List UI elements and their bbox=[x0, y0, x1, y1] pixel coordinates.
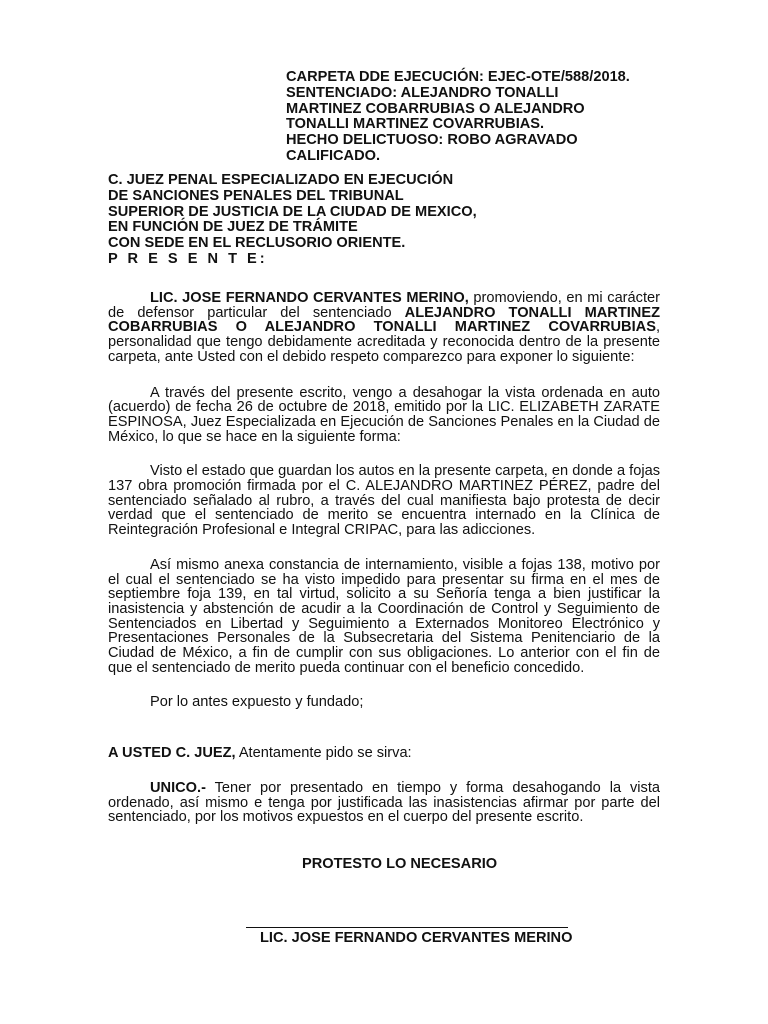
paragraph-estado-autos: Visto el estado que guardan los autos en la presente carpeta, en donde a fojas 137 obra promoción firmada por el C. ALEJANDRO MARTINEZ PÉREZ, padre del sentenciado señalado al rubro, a través del cual manifiesta bajo protesta de decir verdad que el sentenciado de merito se encuentra internado en la Clínica de Reintegración Profesional e Integral CRIPAC, para las adicciones. bbox=[108, 463, 660, 539]
header-line: CALIFICADO. bbox=[286, 147, 381, 164]
paragraph-unico bbox=[108, 781, 660, 825]
peticion-text: Atentamente pido se sirva: bbox=[235, 745, 412, 762]
header-line: MARTINEZ COBARRUBIAS O ALEJANDRO bbox=[286, 100, 585, 117]
case-header bbox=[286, 70, 686, 165]
addressee-line: CON SEDE EN EL RECLUSORIO ORIENTE. bbox=[108, 235, 406, 252]
header-line: CARPETA DDE EJECUCIÓN: EJEC-OTE/588/2018. bbox=[286, 69, 630, 85]
intro-text-a: promoviendo, en mi carácter de defensor particular del sentenciado bbox=[108, 290, 660, 321]
signer-name: LIC. JOSE FERNANDO CERVANTES MERINO bbox=[260, 930, 573, 946]
addressee-line: EN FUNCIÓN DE JUEZ DE TRÁMITE bbox=[108, 219, 358, 236]
unico-text: Tener por presentado en tiempo y forma desahogando la vista ordenado, así mismo e tenga por justificada las inasistencias afirmar por parte del sentenciado, por los motivos expuestos en el cuerpo del presente escrito. bbox=[108, 779, 660, 826]
header-line: SENTENCIADO: ALEJANDRO TONALLI bbox=[286, 84, 559, 101]
addressee-line: C. JUEZ PENAL ESPECIALIZADO EN EJECUCIÓN bbox=[108, 172, 454, 188]
document-body bbox=[108, 291, 660, 825]
judge-address: A USTED C. JUEZ, bbox=[108, 745, 236, 762]
paragraph-peticion bbox=[108, 746, 660, 761]
header-line: TONALLI MARTINEZ COVARRUBIAS. bbox=[286, 116, 545, 133]
intro-text-b: , personalidad que tengo debidamente acreditada y reconocida dentro de la presente carpeta, ante Usted con el debido respeto comparezco para exponer lo siguiente: bbox=[108, 319, 660, 365]
paragraph-expuesto: Por lo antes expuesto y fundado; bbox=[150, 694, 364, 711]
sentenced-name: ALEJANDRO TONALLI MARTINEZ COBARRUBIAS O ALEJANDRO TONALLI MARTINEZ COVARRUBIAS bbox=[108, 304, 660, 336]
presente-line: P R E S E N T E: bbox=[108, 250, 268, 267]
signature-line bbox=[246, 927, 568, 928]
paragraph-constancia: Así mismo anexa constancia de internamiento, visible a fojas 138, motivo por el cual el sentenciado se ha visto impedido para presentar su firma en el mes de septiembre foja 139, en tal virtud, solicito a su Señoría tenga a bien justificar la inasistencia y abstención de acudir a la Coordinación de Control y Seguimiento de Sentenciados en Libertad y Seguimiento a Externados Monitoreo Electrónico y Presentaciones Personales de la Subsecretaria del Sistema Penitenciario de la Ciudad de México, a fin de cumplir con sus obligaciones. Lo anterior con el fin de que el sentenciado de merito pueda continuar con el beneficio concedido. bbox=[108, 556, 660, 676]
promoter-name: LIC. JOSE FERNANDO CERVANTES MERINO, bbox=[150, 290, 469, 306]
closing-statement: PROTESTO LO NECESARIO bbox=[302, 856, 498, 872]
unico-label: UNICO.- bbox=[150, 779, 206, 796]
paragraph-vista: A través del presente escrito, vengo a desahogar la vista ordenada en auto (acuerdo) de fecha 26 de octubre de 2018, emitido por la LIC. ELIZABETH ZARATE ESPINOSA, Juez Especializada en Ejecución de Sanciones Penales en la Ciudad de México, lo que se hace en la siguiente forma: bbox=[108, 384, 660, 445]
intro-paragraph bbox=[108, 291, 660, 365]
addressee-block bbox=[108, 173, 568, 268]
addressee-line: SUPERIOR DE JUSTICIA DE LA CIUDAD DE MEXICO, bbox=[108, 203, 477, 220]
addressee-line: DE SANCIONES PENALES DEL TRIBUNAL bbox=[108, 187, 404, 204]
header-line: HECHO DELICTUOSO: ROBO AGRAVADO bbox=[286, 132, 578, 149]
